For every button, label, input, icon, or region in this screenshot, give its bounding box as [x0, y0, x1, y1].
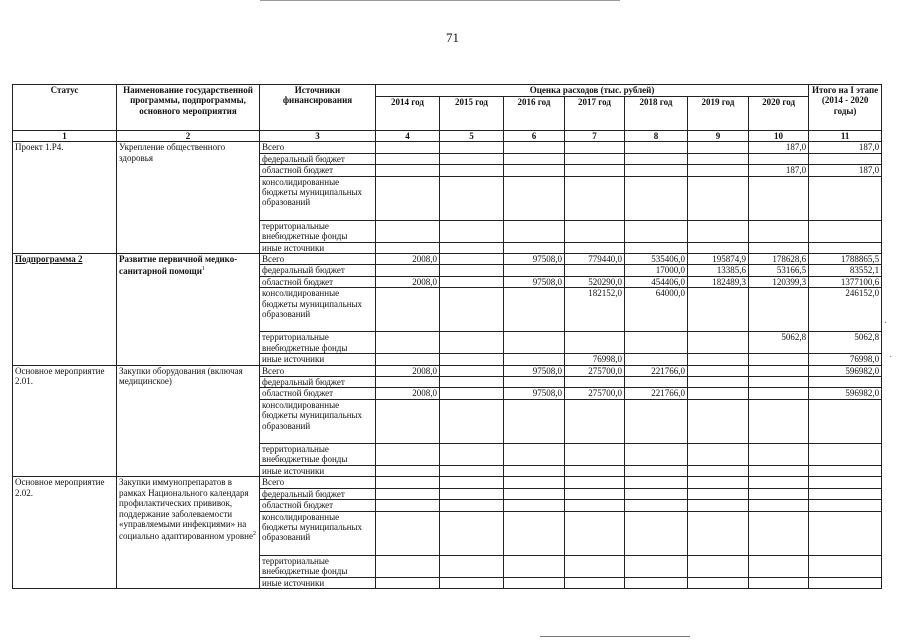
value-cell: 275700,0: [565, 365, 625, 376]
value-cell: [504, 354, 565, 365]
value-cell: [504, 377, 565, 388]
row-status: [13, 254, 117, 366]
value-cell: [504, 165, 565, 176]
value-cell: [376, 142, 440, 153]
table-row: [13, 365, 882, 376]
value-cell: [504, 142, 565, 153]
value-cell: [565, 165, 625, 176]
name-label: Закупки иммунопрепаратов в рамках Национального календаря профилактических прививок, поддержание заболеваемости «управляемыми инфекциями» на социально адаптированном уровне: [119, 477, 253, 542]
row-name: [117, 477, 260, 589]
value-cell: [565, 465, 625, 476]
value-cell: [688, 332, 749, 354]
total-cell: [809, 488, 882, 499]
total-cell: [809, 443, 882, 465]
value-cell: [376, 500, 440, 511]
value-cell: [625, 153, 688, 164]
row-name: [117, 365, 260, 477]
value-cell: [565, 377, 625, 388]
value-cell: [565, 153, 625, 164]
header-name: Наименование государственной программы, подпрограммы, основного мероприятия: [117, 85, 260, 131]
value-cell: [749, 288, 809, 332]
value-cell: [376, 242, 440, 253]
header-year: 2018 год: [625, 97, 688, 131]
value-cell: [688, 465, 749, 476]
value-cell: [688, 153, 749, 164]
scan-bottom-edge: [540, 636, 690, 637]
status-label: Проект 1.Р4.: [15, 142, 64, 153]
header-year: 2017 год: [565, 97, 625, 131]
value-cell: 97508,0: [504, 365, 565, 376]
status-label: Основное мероприятие 2.02.: [15, 477, 105, 498]
value-cell: [749, 500, 809, 511]
value-cell: [749, 365, 809, 376]
value-cell: [376, 288, 440, 332]
value-cell: 221766,0: [625, 388, 688, 399]
total-cell: 246152,0: [809, 288, 882, 332]
header-year: 2019 год: [688, 97, 749, 131]
value-cell: [504, 443, 565, 465]
value-cell: [688, 555, 749, 577]
value-cell: [565, 332, 625, 354]
value-cell: [688, 242, 749, 253]
header-source: Источники финансирования: [260, 85, 376, 131]
row-status: [13, 477, 117, 589]
value-cell: 182152,0: [565, 288, 625, 332]
value-cell: [625, 511, 688, 555]
row-name: [117, 142, 260, 254]
value-cell: 2008,0: [376, 254, 440, 265]
value-cell: [688, 399, 749, 443]
total-cell: [809, 555, 882, 577]
value-cell: [688, 377, 749, 388]
value-cell: [376, 153, 440, 164]
value-cell: [376, 176, 440, 220]
value-cell: 97508,0: [504, 388, 565, 399]
column-number: 9: [688, 131, 749, 142]
total-cell: [809, 511, 882, 555]
value-cell: [440, 220, 504, 242]
value-cell: [749, 388, 809, 399]
row-status: [13, 142, 117, 254]
value-cell: [625, 443, 688, 465]
value-cell: [504, 242, 565, 253]
value-cell: 5062,8: [749, 332, 809, 354]
value-cell: [440, 577, 504, 588]
value-cell: [440, 388, 504, 399]
table-body: [13, 142, 882, 589]
value-cell: 178628,6: [749, 254, 809, 265]
value-cell: [376, 511, 440, 555]
value-cell: 182489,3: [688, 276, 749, 287]
footnote-marker: 2: [252, 531, 256, 538]
value-cell: [504, 153, 565, 164]
value-cell: 76998,0: [565, 354, 625, 365]
value-cell: [625, 555, 688, 577]
source-label: областной бюджет: [260, 165, 376, 176]
value-cell: [688, 365, 749, 376]
value-cell: [504, 555, 565, 577]
value-cell: [440, 265, 504, 276]
value-cell: 120399,3: [749, 276, 809, 287]
value-cell: [749, 377, 809, 388]
value-cell: [688, 500, 749, 511]
value-cell: [504, 176, 565, 220]
value-cell: [749, 242, 809, 253]
value-cell: [565, 220, 625, 242]
name-label: Развитие первичной медико-санитарной помощи: [119, 254, 238, 277]
total-cell: 83552,1: [809, 265, 882, 276]
value-cell: [440, 276, 504, 287]
value-cell: [565, 555, 625, 577]
value-cell: 187,0: [749, 165, 809, 176]
value-cell: [688, 477, 749, 488]
value-cell: [625, 477, 688, 488]
value-cell: [440, 354, 504, 365]
value-cell: [565, 242, 625, 253]
value-cell: [504, 465, 565, 476]
value-cell: [688, 443, 749, 465]
budget-table: [12, 84, 882, 589]
value-cell: [440, 377, 504, 388]
scan-top-edge: [260, 0, 620, 1]
table-row: [13, 142, 882, 153]
value-cell: [749, 354, 809, 365]
value-cell: [376, 443, 440, 465]
value-cell: [565, 443, 625, 465]
total-cell: 76998,0: [809, 354, 882, 365]
value-cell: [688, 220, 749, 242]
total-cell: 187,0: [809, 165, 882, 176]
value-cell: [376, 488, 440, 499]
value-cell: [440, 242, 504, 253]
name-label: Закупки оборудования (включая медицинское): [119, 365, 243, 387]
source-label: Всего: [260, 365, 376, 376]
value-cell: [440, 288, 504, 332]
value-cell: [688, 577, 749, 588]
total-cell: [809, 220, 882, 242]
value-cell: [625, 377, 688, 388]
source-label: областной бюджет: [260, 388, 376, 399]
scan-speck: ·: [884, 318, 888, 329]
value-cell: [625, 142, 688, 153]
value-cell: 13385,6: [688, 265, 749, 276]
value-cell: [376, 265, 440, 276]
value-cell: [625, 465, 688, 476]
value-cell: [440, 465, 504, 476]
value-cell: 195874,9: [688, 254, 749, 265]
header-year: 2016 год: [504, 97, 565, 131]
value-cell: [376, 577, 440, 588]
column-number: 3: [260, 131, 376, 142]
total-cell: 5062,8: [809, 332, 882, 354]
value-cell: 2008,0: [376, 388, 440, 399]
value-cell: [440, 477, 504, 488]
value-cell: 454406,0: [625, 276, 688, 287]
column-number: 5: [440, 131, 504, 142]
total-cell: 1788865,5: [809, 254, 882, 265]
value-cell: 97508,0: [504, 276, 565, 287]
source-label: территориальные внебюджетные фонды: [260, 332, 376, 354]
header-status: Статус: [13, 85, 117, 131]
source-label: иные источники: [260, 577, 376, 588]
column-number: 10: [749, 131, 809, 142]
value-cell: [565, 577, 625, 588]
value-cell: [625, 577, 688, 588]
value-cell: [749, 399, 809, 443]
value-cell: [440, 511, 504, 555]
value-cell: 520290,0: [565, 276, 625, 287]
total-cell: [809, 377, 882, 388]
source-label: федеральный бюджет: [260, 153, 376, 164]
value-cell: 64000,0: [625, 288, 688, 332]
column-number: 2: [117, 131, 260, 142]
value-cell: 97508,0: [504, 254, 565, 265]
table-row: [13, 477, 882, 488]
column-number: 1: [13, 131, 117, 142]
value-cell: [625, 176, 688, 220]
value-cell: [376, 465, 440, 476]
source-label: консолидированные бюджеты муниципальных образований: [260, 176, 376, 220]
value-cell: [504, 265, 565, 276]
value-cell: [749, 176, 809, 220]
total-cell: 596982,0: [809, 388, 882, 399]
source-label: консолидированные бюджеты муниципальных образований: [260, 511, 376, 555]
value-cell: [504, 488, 565, 499]
value-cell: [688, 511, 749, 555]
value-cell: [504, 332, 565, 354]
value-cell: [376, 377, 440, 388]
value-cell: [749, 153, 809, 164]
row-status: [13, 365, 117, 477]
total-cell: [809, 399, 882, 443]
value-cell: [504, 220, 565, 242]
source-label: Всего: [260, 254, 376, 265]
source-label: федеральный бюджет: [260, 377, 376, 388]
value-cell: [625, 220, 688, 242]
source-label: областной бюджет: [260, 276, 376, 287]
value-cell: [376, 332, 440, 354]
value-cell: [440, 254, 504, 265]
source-label: консолидированные бюджеты муниципальных образований: [260, 399, 376, 443]
value-cell: [749, 511, 809, 555]
table-row: [13, 254, 882, 265]
value-cell: 535406,0: [625, 254, 688, 265]
total-cell: [809, 477, 882, 488]
column-number: 4: [376, 131, 440, 142]
scan-speck: ·: [889, 352, 893, 363]
value-cell: [504, 500, 565, 511]
value-cell: [504, 288, 565, 332]
value-cell: 779440,0: [565, 254, 625, 265]
value-cell: [749, 488, 809, 499]
value-cell: 2008,0: [376, 365, 440, 376]
value-cell: [440, 365, 504, 376]
value-cell: [504, 477, 565, 488]
value-cell: [565, 488, 625, 499]
name-label: Укрепление общественного здоровья: [119, 142, 226, 163]
value-cell: [688, 176, 749, 220]
header-estimate: Оценка расходов (тыс. рублей): [376, 85, 809, 97]
total-cell: [809, 242, 882, 253]
value-cell: [749, 555, 809, 577]
total-cell: 596982,0: [809, 365, 882, 376]
value-cell: [565, 265, 625, 276]
value-cell: 187,0: [749, 142, 809, 153]
header-total: Итого на I этапе (2014 - 2020 годы): [809, 85, 882, 131]
value-cell: [688, 354, 749, 365]
value-cell: [565, 399, 625, 443]
total-cell: 1377100,6: [809, 276, 882, 287]
value-cell: [440, 176, 504, 220]
source-label: Всего: [260, 477, 376, 488]
source-label: федеральный бюджет: [260, 265, 376, 276]
value-cell: [504, 511, 565, 555]
value-cell: [625, 488, 688, 499]
value-cell: [440, 332, 504, 354]
value-cell: [376, 165, 440, 176]
value-cell: [749, 577, 809, 588]
total-cell: [809, 500, 882, 511]
column-number-row: [13, 131, 882, 142]
source-label: Всего: [260, 142, 376, 153]
footnote-marker: 1: [201, 266, 205, 273]
source-label: иные источники: [260, 354, 376, 365]
row-name: [117, 254, 260, 366]
value-cell: [625, 332, 688, 354]
value-cell: [688, 488, 749, 499]
column-number: 8: [625, 131, 688, 142]
value-cell: [504, 399, 565, 443]
column-number: 6: [504, 131, 565, 142]
value-cell: [625, 354, 688, 365]
value-cell: [688, 142, 749, 153]
total-cell: 187,0: [809, 142, 882, 153]
value-cell: [376, 220, 440, 242]
value-cell: [376, 399, 440, 443]
value-cell: [625, 242, 688, 253]
value-cell: [376, 354, 440, 365]
table-header: [13, 85, 882, 142]
source-label: областной бюджет: [260, 500, 376, 511]
header-year: 2014 год: [376, 97, 440, 131]
source-label: консолидированные бюджеты муниципальных образований: [260, 288, 376, 332]
source-label: иные источники: [260, 465, 376, 476]
status-label: Подпрограмма 2: [15, 254, 83, 265]
value-cell: [749, 477, 809, 488]
value-cell: [688, 388, 749, 399]
source-label: иные источники: [260, 242, 376, 253]
value-cell: [376, 555, 440, 577]
status-label: Основное мероприятие 2.01.: [15, 365, 105, 387]
total-cell: [809, 577, 882, 588]
value-cell: 2008,0: [376, 276, 440, 287]
total-cell: [809, 176, 882, 220]
value-cell: [440, 142, 504, 153]
value-cell: [440, 165, 504, 176]
value-cell: [440, 488, 504, 499]
value-cell: [440, 443, 504, 465]
value-cell: [625, 165, 688, 176]
column-number: 7: [565, 131, 625, 142]
value-cell: [688, 165, 749, 176]
value-cell: 53166,5: [749, 265, 809, 276]
header-year: 2015 год: [440, 97, 504, 131]
value-cell: [440, 500, 504, 511]
source-label: федеральный бюджет: [260, 488, 376, 499]
value-cell: [440, 153, 504, 164]
value-cell: [625, 500, 688, 511]
value-cell: [688, 288, 749, 332]
value-cell: [440, 399, 504, 443]
header-year: 2020 год: [749, 97, 809, 131]
value-cell: 275700,0: [565, 388, 625, 399]
total-cell: [809, 153, 882, 164]
value-cell: 221766,0: [625, 365, 688, 376]
value-cell: [440, 555, 504, 577]
value-cell: [625, 399, 688, 443]
value-cell: [565, 142, 625, 153]
value-cell: [749, 220, 809, 242]
value-cell: [749, 465, 809, 476]
page-number: 71: [446, 30, 459, 45]
source-label: территориальные внебюджетные фонды: [260, 443, 376, 465]
value-cell: 17000,0: [625, 265, 688, 276]
value-cell: [565, 176, 625, 220]
value-cell: [376, 477, 440, 488]
value-cell: [749, 443, 809, 465]
value-cell: [565, 500, 625, 511]
source-label: территориальные внебюджетные фонды: [260, 220, 376, 242]
value-cell: [565, 477, 625, 488]
source-label: территориальные внебюджетные фонды: [260, 555, 376, 577]
value-cell: [565, 511, 625, 555]
total-cell: [809, 465, 882, 476]
column-number: 11: [809, 131, 882, 142]
value-cell: [504, 577, 565, 588]
